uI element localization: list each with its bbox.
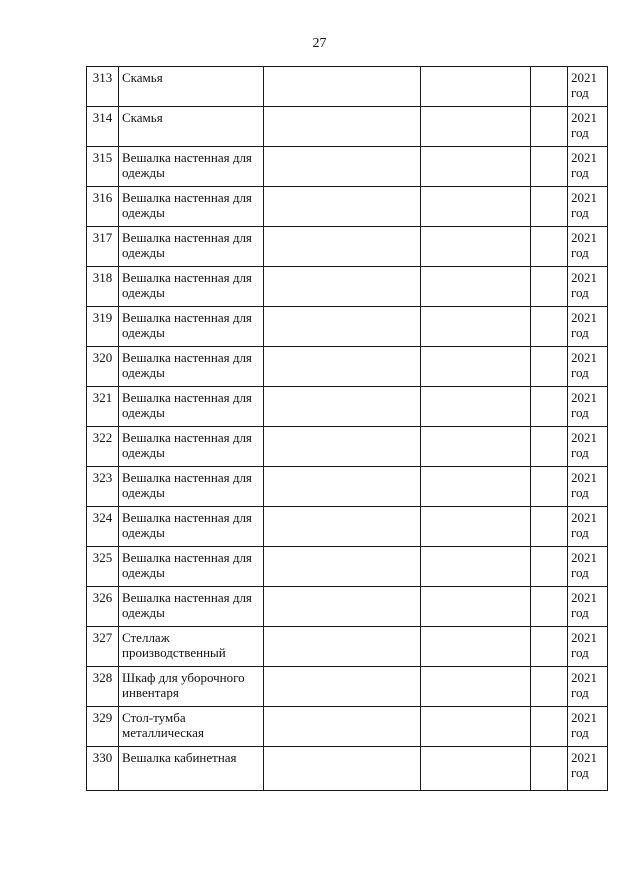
empty-cell xyxy=(531,67,568,107)
year-unit: год xyxy=(571,645,589,660)
row-number-cell: 319 xyxy=(87,307,119,347)
empty-cell xyxy=(531,107,568,147)
row-number-cell: 315 xyxy=(87,147,119,187)
empty-cell xyxy=(531,547,568,587)
year-value: 2021 xyxy=(571,510,597,525)
empty-cell xyxy=(531,307,568,347)
table-row xyxy=(87,707,608,747)
year-unit: год xyxy=(571,245,589,260)
year-unit: год xyxy=(571,125,589,140)
year-unit: год xyxy=(571,85,589,100)
year-unit: год xyxy=(571,285,589,300)
year-value: 2021 xyxy=(571,590,597,605)
empty-cell xyxy=(531,267,568,307)
page-number: 27 xyxy=(312,36,327,51)
item-name-cell: Скамья xyxy=(119,67,264,107)
table-row xyxy=(87,147,608,187)
table-row xyxy=(87,547,608,587)
year-value: 2021 xyxy=(571,70,597,85)
year-value: 2021 xyxy=(571,230,597,245)
empty-cell xyxy=(264,467,421,507)
item-name-cell: Вешалка настенная для одежды xyxy=(119,427,264,467)
year-unit: год xyxy=(571,205,589,220)
empty-cell xyxy=(421,187,531,227)
empty-cell xyxy=(264,307,421,347)
empty-cell xyxy=(264,267,421,307)
year-cell xyxy=(568,507,608,547)
empty-cell xyxy=(421,467,531,507)
empty-cell xyxy=(531,507,568,547)
item-name-cell: Вешалка настенная для одежды xyxy=(119,307,264,347)
empty-cell xyxy=(421,107,531,147)
table-row xyxy=(87,67,608,107)
table-row xyxy=(87,387,608,427)
item-name-cell: Вешалка настенная для одежды xyxy=(119,507,264,547)
empty-cell xyxy=(421,387,531,427)
empty-cell xyxy=(264,387,421,427)
table-row xyxy=(87,627,608,667)
item-name-cell: Вешалка настенная для одежды xyxy=(119,587,264,627)
row-number-cell: 320 xyxy=(87,347,119,387)
year-value: 2021 xyxy=(571,270,597,285)
year-cell xyxy=(568,107,608,147)
item-name-cell: Вешалка кабинетная xyxy=(119,747,264,791)
empty-cell xyxy=(531,427,568,467)
item-name-cell: Вешалка настенная для одежды xyxy=(119,147,264,187)
item-name-cell: Вешалка настенная для одежды xyxy=(119,467,264,507)
empty-cell xyxy=(531,147,568,187)
row-number-cell: 327 xyxy=(87,627,119,667)
year-cell xyxy=(568,627,608,667)
year-cell xyxy=(568,547,608,587)
table-row xyxy=(87,667,608,707)
year-unit: год xyxy=(571,365,589,380)
empty-cell xyxy=(421,547,531,587)
empty-cell xyxy=(264,667,421,707)
year-value: 2021 xyxy=(571,150,597,165)
empty-cell xyxy=(421,307,531,347)
row-number-cell: 314 xyxy=(87,107,119,147)
row-number-cell: 326 xyxy=(87,587,119,627)
row-number-cell: 322 xyxy=(87,427,119,467)
table-row xyxy=(87,267,608,307)
year-cell xyxy=(568,587,608,627)
item-name-cell: Стеллаж производственный xyxy=(119,627,264,667)
empty-cell xyxy=(421,427,531,467)
table-row xyxy=(87,227,608,267)
empty-cell xyxy=(264,627,421,667)
row-number-cell: 317 xyxy=(87,227,119,267)
year-cell xyxy=(568,267,608,307)
year-value: 2021 xyxy=(571,390,597,405)
row-number-cell: 325 xyxy=(87,547,119,587)
year-cell xyxy=(568,147,608,187)
empty-cell xyxy=(264,707,421,747)
year-value: 2021 xyxy=(571,470,597,485)
table-row xyxy=(87,507,608,547)
empty-cell xyxy=(421,267,531,307)
year-cell xyxy=(568,387,608,427)
year-unit: год xyxy=(571,685,589,700)
empty-cell xyxy=(531,187,568,227)
row-number-cell: 323 xyxy=(87,467,119,507)
row-number-cell: 321 xyxy=(87,387,119,427)
empty-cell xyxy=(421,147,531,187)
year-unit: год xyxy=(571,725,589,740)
year-cell xyxy=(568,227,608,267)
year-unit: год xyxy=(571,165,589,180)
empty-cell xyxy=(531,347,568,387)
year-cell xyxy=(568,347,608,387)
empty-cell xyxy=(421,587,531,627)
empty-cell xyxy=(531,667,568,707)
table-row xyxy=(87,467,608,507)
item-name-cell: Вешалка настенная для одежды xyxy=(119,547,264,587)
empty-cell xyxy=(264,227,421,267)
empty-cell xyxy=(531,467,568,507)
year-cell xyxy=(568,427,608,467)
empty-cell xyxy=(421,67,531,107)
empty-cell xyxy=(264,747,421,791)
year-unit: год xyxy=(571,485,589,500)
empty-cell xyxy=(264,507,421,547)
year-unit: год xyxy=(571,525,589,540)
item-name-cell: Вешалка настенная для одежды xyxy=(119,347,264,387)
empty-cell xyxy=(264,587,421,627)
item-name-cell: Шкаф для уборочного инвентаря xyxy=(119,667,264,707)
year-value: 2021 xyxy=(571,350,597,365)
empty-cell xyxy=(531,627,568,667)
table-row xyxy=(87,307,608,347)
table-row xyxy=(87,587,608,627)
empty-cell xyxy=(264,547,421,587)
year-unit: год xyxy=(571,765,589,780)
empty-cell xyxy=(531,747,568,791)
item-name-cell: Вешалка настенная для одежды xyxy=(119,227,264,267)
empty-cell xyxy=(531,227,568,267)
year-value: 2021 xyxy=(571,750,597,765)
item-name-cell: Стол-тумба металлическая xyxy=(119,707,264,747)
row-number-cell: 328 xyxy=(87,667,119,707)
row-number-cell: 324 xyxy=(87,507,119,547)
year-value: 2021 xyxy=(571,630,597,645)
year-unit: год xyxy=(571,605,589,620)
year-value: 2021 xyxy=(571,670,597,685)
empty-cell xyxy=(531,387,568,427)
inventory-table-body xyxy=(87,67,608,791)
table-row xyxy=(87,107,608,147)
empty-cell xyxy=(264,187,421,227)
row-number-cell: 318 xyxy=(87,267,119,307)
table-row xyxy=(87,187,608,227)
table-row xyxy=(87,347,608,387)
empty-cell xyxy=(421,707,531,747)
row-number-cell: 316 xyxy=(87,187,119,227)
empty-cell xyxy=(264,347,421,387)
year-cell xyxy=(568,67,608,107)
empty-cell xyxy=(264,107,421,147)
inventory-table xyxy=(86,66,608,791)
year-cell xyxy=(568,667,608,707)
year-value: 2021 xyxy=(571,190,597,205)
year-cell xyxy=(568,307,608,347)
year-value: 2021 xyxy=(571,550,597,565)
empty-cell xyxy=(531,587,568,627)
year-unit: год xyxy=(571,405,589,420)
row-number-cell: 313 xyxy=(87,67,119,107)
year-unit: год xyxy=(571,565,589,580)
year-value: 2021 xyxy=(571,110,597,125)
empty-cell xyxy=(264,67,421,107)
table-row xyxy=(87,747,608,791)
empty-cell xyxy=(421,667,531,707)
empty-cell xyxy=(264,147,421,187)
empty-cell xyxy=(531,707,568,747)
year-cell xyxy=(568,467,608,507)
year-value: 2021 xyxy=(571,710,597,725)
row-number-cell: 329 xyxy=(87,707,119,747)
empty-cell xyxy=(421,347,531,387)
year-unit: год xyxy=(571,325,589,340)
item-name-cell: Вешалка настенная для одежды xyxy=(119,387,264,427)
empty-cell xyxy=(264,427,421,467)
year-value: 2021 xyxy=(571,310,597,325)
empty-cell xyxy=(421,227,531,267)
item-name-cell: Вешалка настенная для одежды xyxy=(119,267,264,307)
table-row xyxy=(87,427,608,467)
year-cell xyxy=(568,187,608,227)
year-unit: год xyxy=(571,445,589,460)
item-name-cell: Скамья xyxy=(119,107,264,147)
empty-cell xyxy=(421,747,531,791)
year-cell xyxy=(568,747,608,791)
empty-cell xyxy=(421,627,531,667)
row-number-cell: 330 xyxy=(87,747,119,791)
year-cell xyxy=(568,707,608,747)
year-value: 2021 xyxy=(571,430,597,445)
item-name-cell: Вешалка настенная для одежды xyxy=(119,187,264,227)
empty-cell xyxy=(421,507,531,547)
